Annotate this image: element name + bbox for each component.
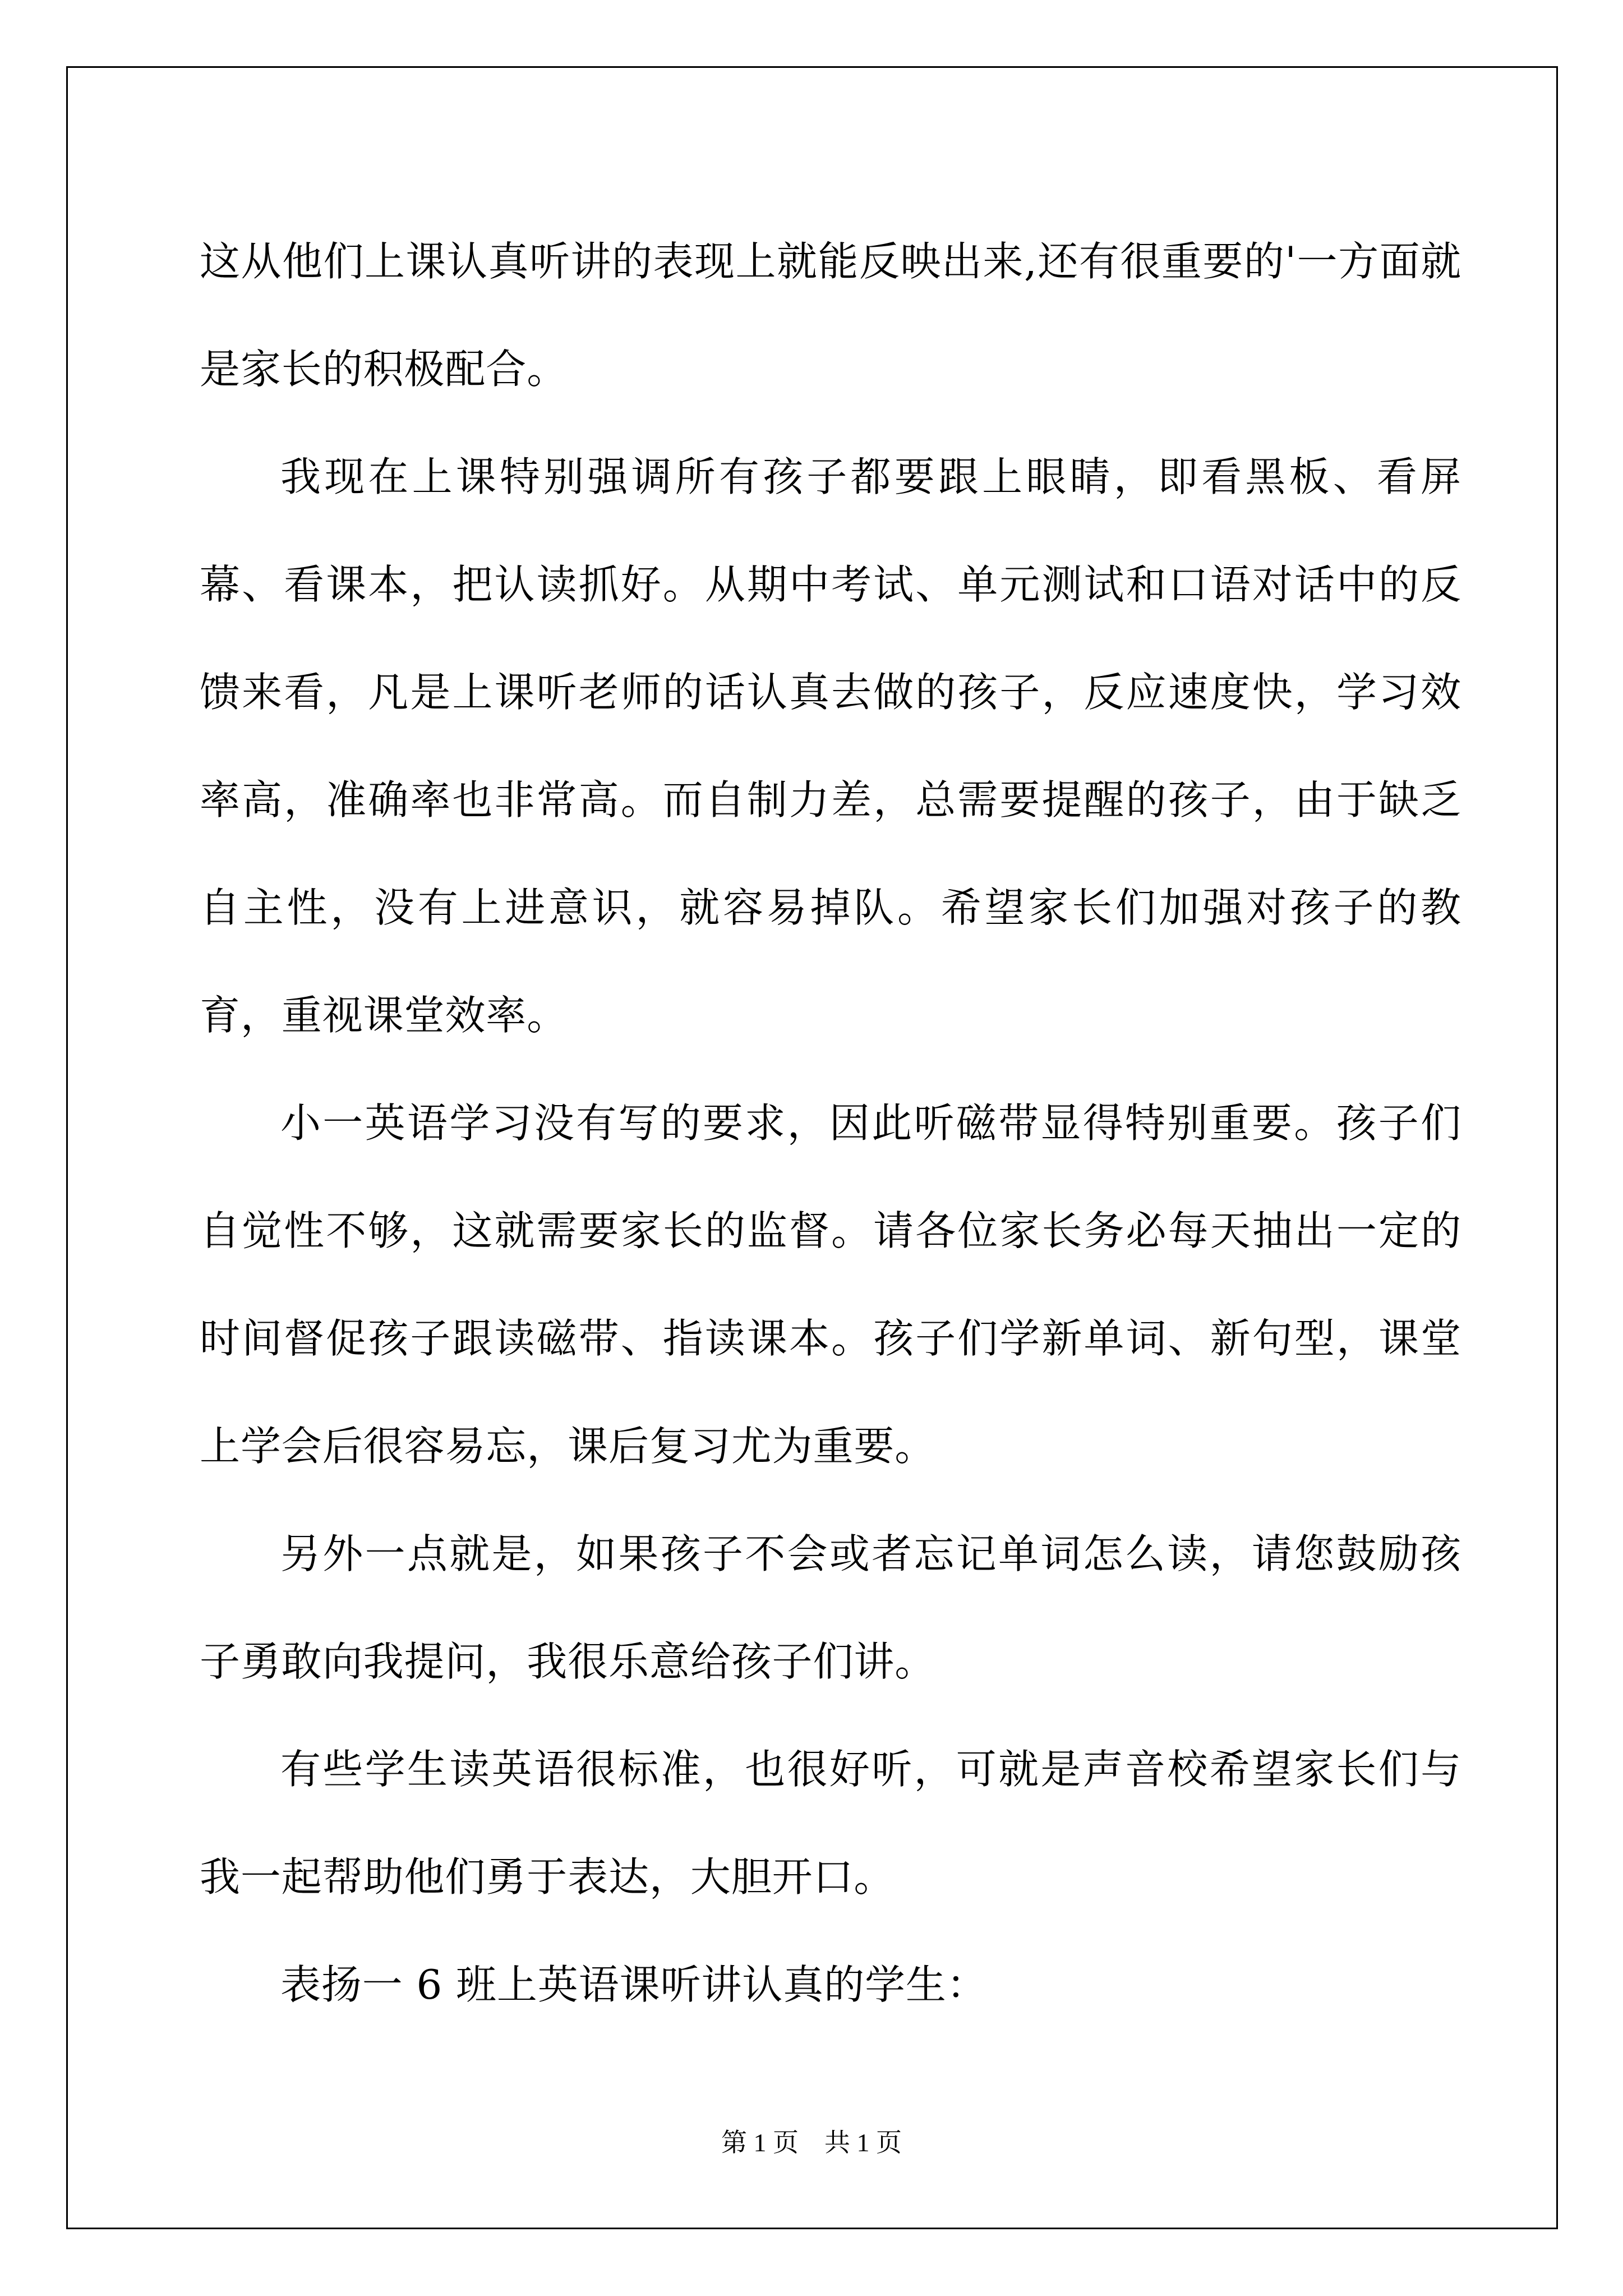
- paragraph: 表扬一 6 班上英语课听讲认真的学生：: [280, 1961, 988, 2008]
- paragraph: 小一英语学习没有写的要求，因此听磁带显得特别重要。孩子们自觉性不够，这就需要家长的监督。请各位家长务必每天抽出一定的时间督促孩子跟读磁带、指读课本。孩子们学新单词、新句型，课堂上学会后很容易忘，课后复习尤为重要。: [200, 1099, 1461, 1470]
- paragraph: 这从他们上课认真听讲的表现上就能反映出来,还有很重要的'一方面就是家长的积极配合。: [200, 238, 1461, 393]
- paragraph: 有些学生读英语很标准，也很好听，可就是声音校希望家长们与我一起帮助他们勇于表达，大胆开口。: [200, 1746, 1461, 1901]
- paragraph: 另外一点就是，如果孩子不会或者忘记单词怎么读，请您鼓励孩子勇敢向我提问，我很乐意给孩子们讲。: [200, 1530, 1461, 1685]
- page-total: 共 1 页: [824, 2128, 902, 2157]
- document-body: [200, 208, 1461, 2039]
- page-number: 第 1 页: [721, 2128, 799, 2157]
- paragraph: 我现在上课特别强调所有孩子都要跟上眼睛，即看黑板、看屏幕、看课本，把认读抓好。从期中考试、单元测试和口语对话中的反馈来看，凡是上课听老师的话认真去做的孩子，反应速度快，学习效率高，准确率也非常高。而自制力差，总需要提醒的孩子，由于缺乏自主性，没有上进意识，就容易掉队。希望家长们加强对孩子的教育，重视课堂效率。: [200, 453, 1461, 1039]
- page-footer: [0, 2126, 1623, 2160]
